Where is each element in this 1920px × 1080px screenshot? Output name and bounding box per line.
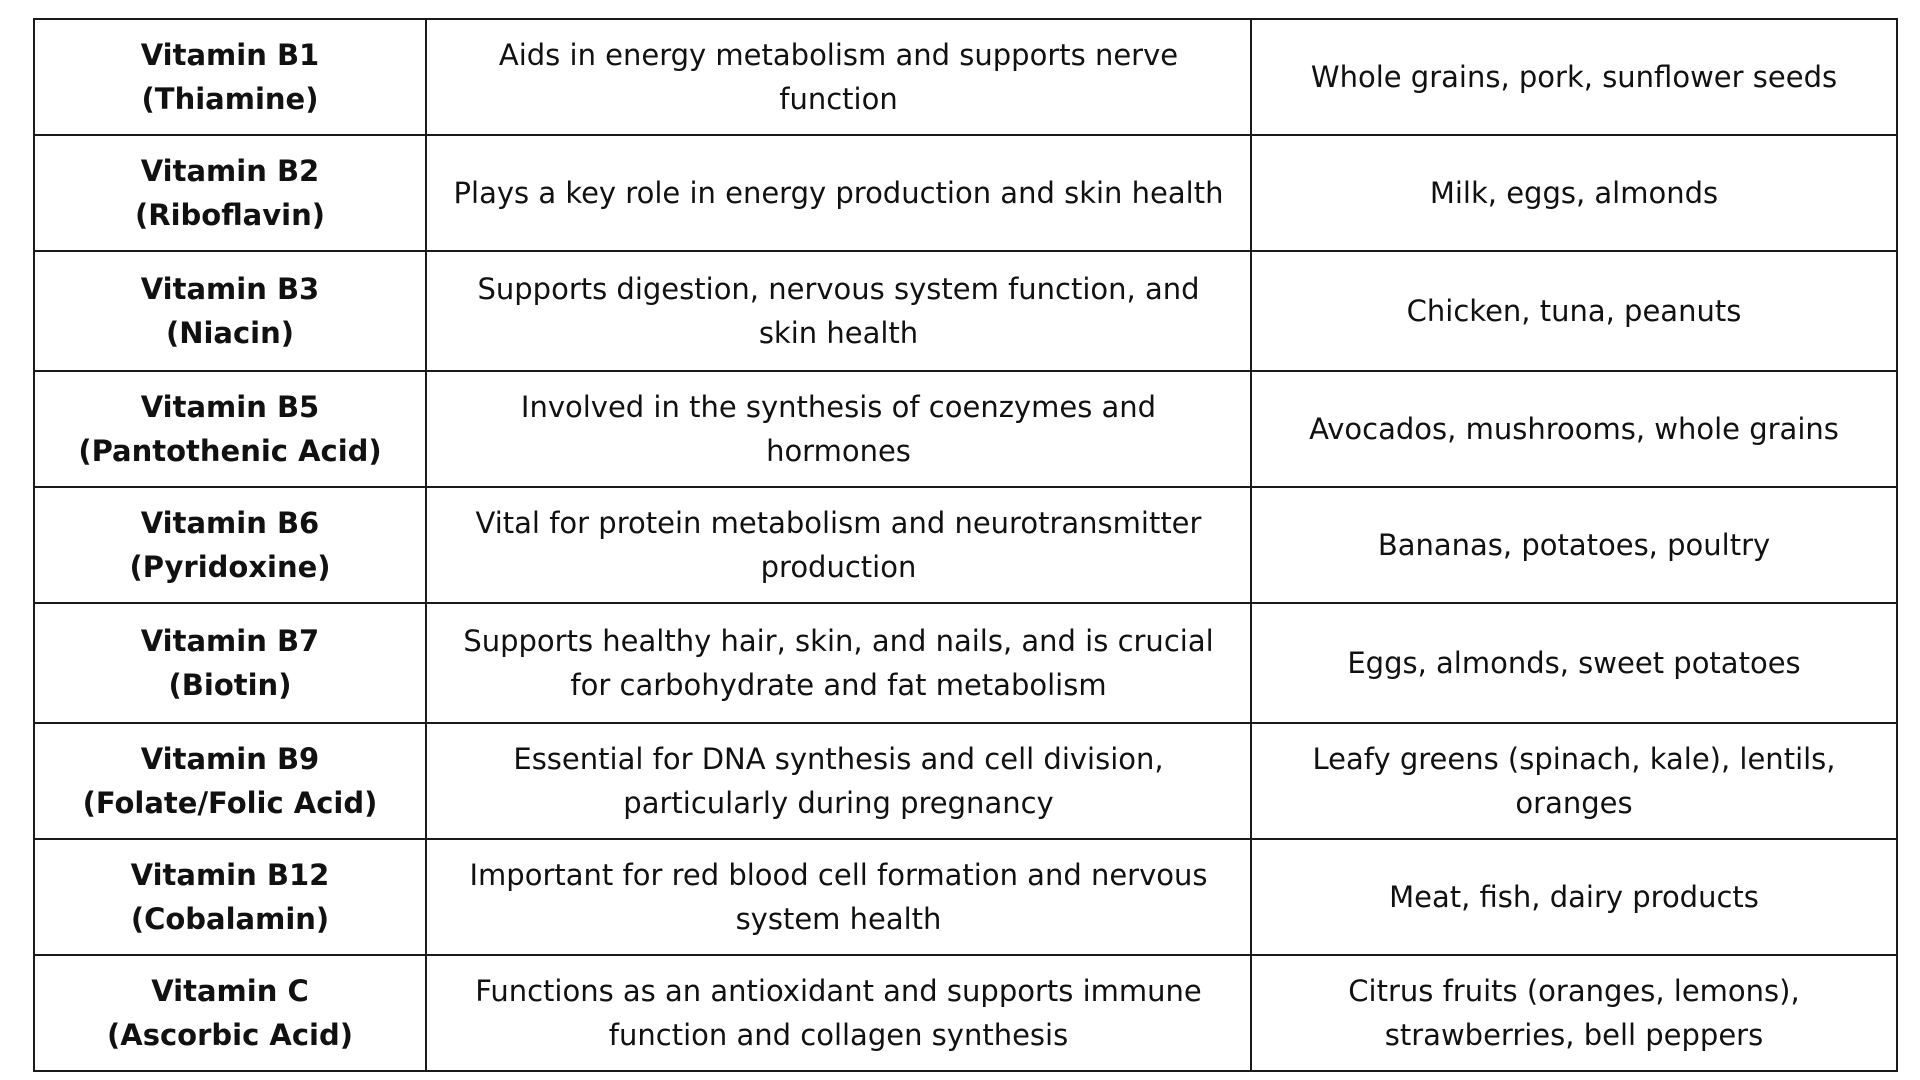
vitamin-alt-name: (Ascorbic Acid) [107, 1018, 353, 1052]
vitamin-role-cell: Functions as an antioxidant and supports immune function and collagen synthesis [426, 955, 1251, 1071]
vitamin-name: Vitamin B5 [140, 390, 320, 424]
vitamin-sources-cell: Whole grains, pork, sunflower seeds [1251, 19, 1897, 135]
table-row [34, 839, 1897, 955]
vitamin-name: Vitamin B12 [130, 858, 330, 892]
vitamin-sources-cell: Bananas, potatoes, poultry [1251, 487, 1897, 603]
vitamin-name-cell [34, 839, 426, 955]
vitamin-name: Vitamin B2 [140, 154, 320, 188]
vitamin-sources-cell: Leafy greens (spinach, kale), lentils, oranges [1251, 723, 1897, 839]
vitamin-role-cell: Involved in the synthesis of coenzymes and hormones [426, 371, 1251, 487]
vitamin-role-cell: Supports digestion, nervous system function, and skin health [426, 251, 1251, 371]
vitamin-role-cell: Important for red blood cell formation and nervous system health [426, 839, 1251, 955]
vitamin-name-cell [34, 723, 426, 839]
vitamin-role-cell: Vital for protein metabolism and neurotransmitter production [426, 487, 1251, 603]
vitamin-alt-name: (Niacin) [165, 316, 295, 350]
vitamin-alt-name: (Thiamine) [141, 82, 319, 116]
vitamin-name: Vitamin B7 [140, 624, 320, 658]
vitamin-name-cell [34, 955, 426, 1071]
vitamin-name-cell [34, 135, 426, 251]
vitamin-alt-name: (Riboflavin) [134, 198, 325, 232]
table-row [34, 603, 1897, 723]
vitamin-sources-cell: Meat, fish, dairy products [1251, 839, 1897, 955]
table-row [34, 487, 1897, 603]
vitamin-name: Vitamin B9 [140, 742, 320, 776]
vitamin-alt-name: (Biotin) [168, 668, 292, 702]
vitamin-role-cell: Supports healthy hair, skin, and nails, and is crucial for carbohydrate and fat metabolism [426, 603, 1251, 723]
vitamin-sources-cell: Milk, eggs, almonds [1251, 135, 1897, 251]
vitamin-role-cell: Essential for DNA synthesis and cell division, particularly during pregnancy [426, 723, 1251, 839]
vitamin-role-cell: Plays a key role in energy production and skin health [426, 135, 1251, 251]
table-row [34, 371, 1897, 487]
vitamin-sources-cell: Eggs, almonds, sweet potatoes [1251, 603, 1897, 723]
vitamin-name-cell [34, 603, 426, 723]
vitamin-alt-name: (Pyridoxine) [129, 550, 331, 584]
vitamin-alt-name: (Cobalamin) [130, 902, 330, 936]
vitamin-name: Vitamin B3 [140, 272, 320, 306]
vitamin-name: Vitamin B6 [140, 506, 320, 540]
vitamin-name-cell [34, 371, 426, 487]
vitamin-role-cell: Aids in energy metabolism and supports nerve function [426, 19, 1251, 135]
vitamin-table [33, 18, 1898, 1072]
vitamin-name: Vitamin C [151, 974, 309, 1008]
table-row [34, 135, 1897, 251]
vitamin-name-cell [34, 487, 426, 603]
vitamin-sources-cell: Chicken, tuna, peanuts [1251, 251, 1897, 371]
table-row [34, 19, 1897, 135]
vitamin-name: Vitamin B1 [140, 38, 320, 72]
vitamin-alt-name: (Pantothenic Acid) [78, 434, 382, 468]
vitamin-name-cell [34, 19, 426, 135]
vitamin-sources-cell: Citrus fruits (oranges, lemons), strawberries, bell peppers [1251, 955, 1897, 1071]
vitamin-sources-cell: Avocados, mushrooms, whole grains [1251, 371, 1897, 487]
vitamin-table-body [34, 19, 1897, 1071]
table-row [34, 955, 1897, 1071]
vitamin-alt-name: (Folate/Folic Acid) [82, 786, 378, 820]
table-row [34, 723, 1897, 839]
table-row [34, 251, 1897, 371]
vitamin-name-cell [34, 251, 426, 371]
